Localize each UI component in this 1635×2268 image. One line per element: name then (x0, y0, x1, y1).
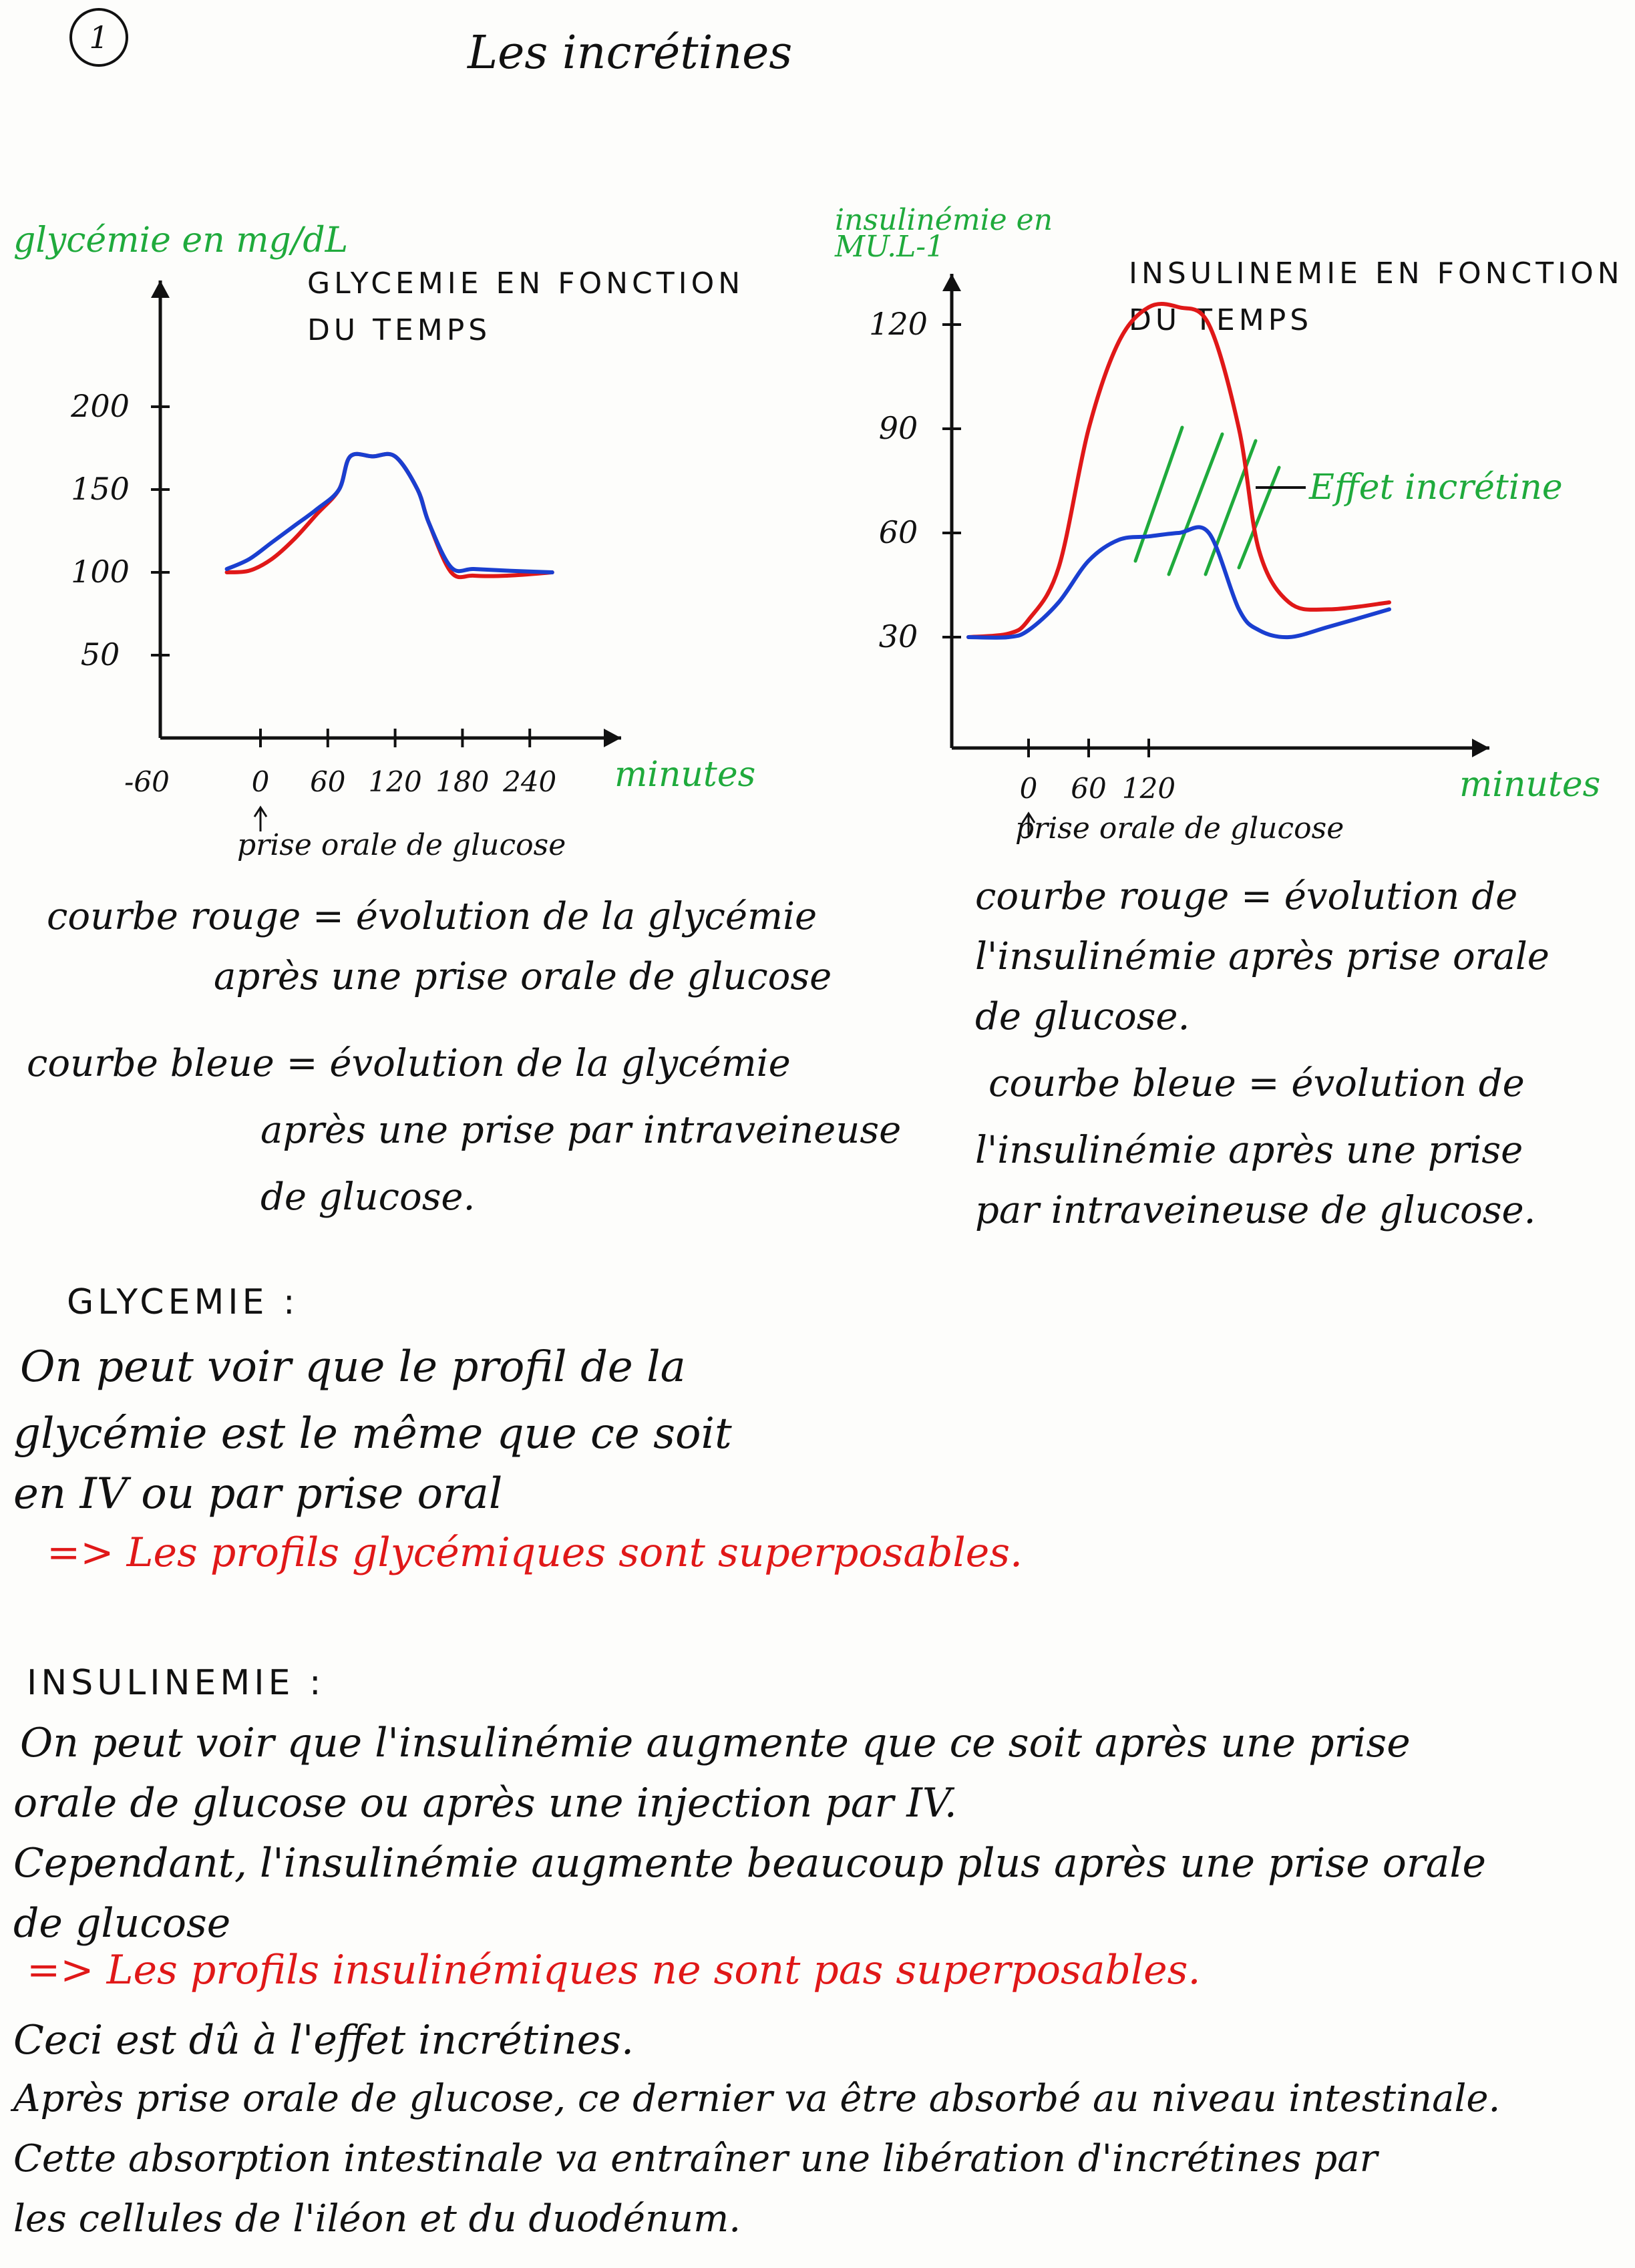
glycemie-x-tick-label: 60 (310, 765, 346, 798)
insulinemie-line-6: Après prise orale de glucose, ce dernier va être absorbé au niveau intestinale. (13, 2077, 1501, 2120)
insulinemie-y-tick-label: 60 (878, 514, 918, 550)
glycemie-x-tick-label: 0 (251, 765, 270, 798)
insulinemie-x-arrow (1472, 739, 1489, 757)
glycemie-x-label: minutes (614, 755, 756, 795)
insulinemie-y-tick-label: 90 (878, 410, 918, 446)
glycemie-heading: GLYCEMIE : (67, 1282, 299, 1322)
glycemie-line-3: en IV ou par prise oral (13, 1469, 503, 1519)
insulinemie-y-tick-label: 120 (869, 306, 928, 342)
insulinemie-line-2: orale de glucose ou après une injection par IV. (13, 1780, 957, 1827)
insulinemie-x-tick-label: 120 (1121, 772, 1176, 805)
glycemie-conclusion: => Les profils glycémiques sont superposables. (47, 1529, 1023, 1576)
insulinemie-heading: INSULINEMIE : (27, 1663, 325, 1703)
insulinemie-red-curve (968, 304, 1389, 637)
insulinemie-line-5: Ceci est dû à l'effet incrétines. (13, 2017, 634, 2064)
insulinemie-line-1: On peut voir que l'insulinémie augmente que ce soit après une prise (20, 1720, 1411, 1766)
glycemie-x-tick-label: 180 (435, 765, 490, 798)
left-note-blue-3: de glucose. (260, 1175, 476, 1219)
glycemie-line-2: glycémie est le même que ce soit (13, 1409, 732, 1459)
left-note-red-2: après une prise orale de glucose (214, 955, 832, 998)
right-note-red-3: de glucose. (975, 995, 1190, 1038)
glycemie-x-tick-label: -60 (124, 765, 170, 798)
glycemie-y-tick-label: 100 (71, 554, 130, 590)
glycemie-y-tick-label: 150 (71, 471, 130, 507)
right-note-blue-2: l'insulinémie après une prise (975, 1129, 1523, 1172)
insulinemie-conclusion: => Les profils insulinémiques ne sont pas superposables. (27, 1947, 1201, 1994)
insulinemie-y-label: insulinémie en MU.L-1 (835, 203, 1053, 264)
effect-incretine-label: Effet incrétine (1309, 467, 1563, 508)
right-note-red-1: courbe rouge = évolution de (975, 875, 1518, 918)
glycemie-annotation: prise orale de glucose (237, 828, 566, 862)
glycemie-y-label: glycémie en mg/dL (13, 220, 349, 260)
insulinemie-line-3: Cependant, l'insulinémie augmente beaucoup plus après une prise orale (13, 1840, 1487, 1887)
insulinemie-x-label: minutes (1459, 765, 1601, 805)
glycemie-line-1: On peut voir que le profil de la (20, 1342, 686, 1392)
glycemie-y-tick-label: 50 (80, 636, 120, 673)
insulinemie-line-7: Cette absorption intestinale va entraîner une libération d'incrétines par (13, 2137, 1378, 2181)
insulinemie-line-8: les cellules de l'iléon et du duodénum. (13, 2197, 741, 2241)
insulinemie-x-tick-label: 0 (1019, 772, 1038, 805)
page-title: Les incrétines (468, 27, 793, 79)
glycemie-x-tick-label: 120 (368, 765, 422, 798)
insulinemie-annotation: prise orale de glucose (1015, 811, 1344, 845)
page-number: 1 (69, 8, 128, 67)
left-note-blue-2: après une prise par intraveineuse (260, 1109, 902, 1152)
insulinemie-y-arrow (942, 274, 961, 291)
right-note-red-2: l'insulinémie après prise orale (975, 935, 1550, 978)
insulinemie-plot (0, 0, 1635, 868)
incretine-hatch-line (1135, 427, 1182, 561)
insulinemie-x-tick-label: 60 (1071, 772, 1107, 805)
insulinemie-y-tick-label: 30 (878, 618, 918, 654)
glycemie-y-tick-label: 200 (71, 388, 130, 424)
glycemie-x-tick-label: 240 (503, 765, 557, 798)
left-note-blue-1: courbe bleue = évolution de la glycémie (27, 1042, 791, 1085)
glycemie-chart-title: GLYCEMIE EN FONCTION DU TEMPS (307, 266, 745, 347)
left-note-red-1: courbe rouge = évolution de la glycémie (47, 895, 818, 938)
insulinemie-line-4: de glucose (13, 1900, 231, 1947)
right-note-blue-3: par intraveineuse de glucose. (975, 1189, 1536, 1232)
right-note-blue-1: courbe bleue = évolution de (988, 1062, 1525, 1105)
insulinemie-chart-title: INSULINEMIE EN FONCTION DU TEMPS (1129, 256, 1624, 337)
